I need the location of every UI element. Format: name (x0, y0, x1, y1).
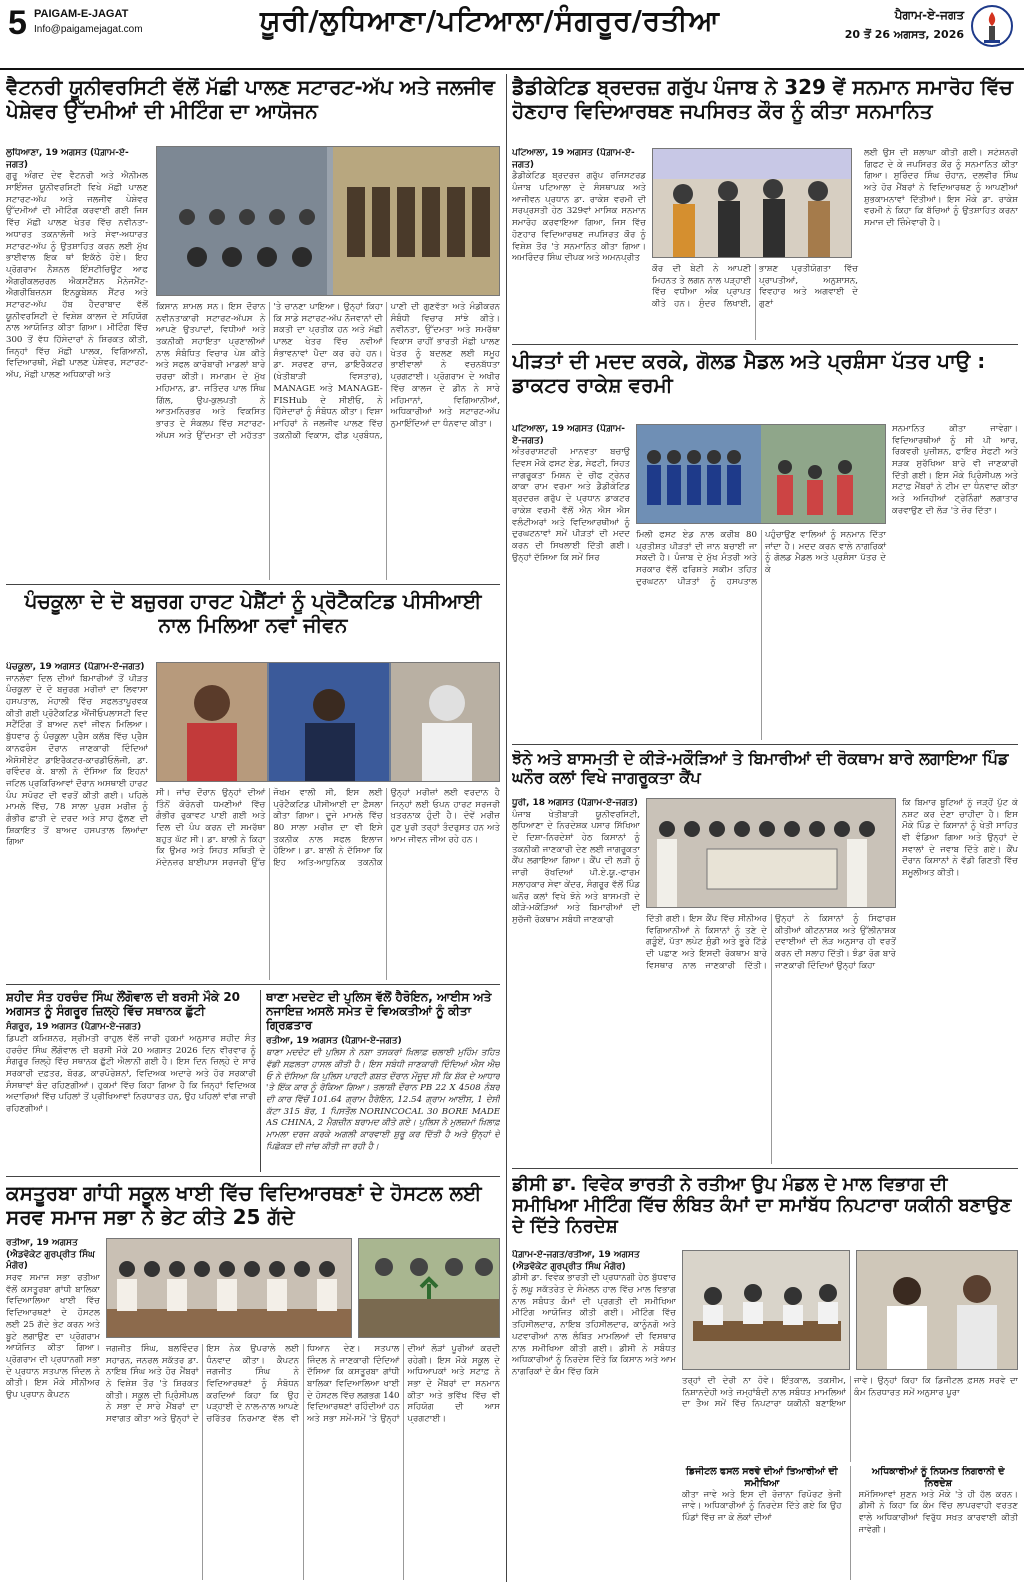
photo-seminar-audience (156, 146, 500, 296)
story-gold-medal (512, 350, 1018, 740)
story-body: ਥਾਣਾ ਮਦਦੇਟ ਦੀ ਪੁਲਿਸ ਨੇ ਨਸ਼ਾ ਤਸਕਰਾਂ ਖ਼ਿਲਾਫ਼ ਚਲਾਈ ਮੁਹਿੰਮ ਤਹਿਤ ਵੱਡੀ ਸਫ਼ਲਤਾ ਹਾਸਲ ਕੀਤੀ ਹੈ। ਇਸ ਸਬੰਧੀ ਜਾਣਕਾਰੀ ਦਿੰਦਿਆਂ ਐਸ ਐਚ ਓ ਨੇ ਦੱਸਿਆ ਕਿ ਪੁਲਿਸ ਪਾਰਟੀ ਗਸ਼ਤ ਦੌਰਾਨ ਮੌਜੂਦ ਸੀ ਕਿ ਸ਼ੱਕ ਦੇ ਆਧਾਰ 'ਤੇ ਇੱਕ ਕਾਰ ਨੂੰ ਰੋਕਿਆ ਗਿਆ। ਤਲਾਸ਼ੀ ਦੌਰਾਨ PB 22 X 4508 ਨੰਬਰ ਦੀ ਕਾਰ ਵਿੱਚੋਂ 101.64 ਗ੍ਰਾਮ ਹੈਰੋਇਨ, 12.54 ਗ੍ਰਾਮ ਆਈਸ, 1 ਦੇਸੀ ਕੱਟਾ 315 ਬੋਰ, 1 ਪਿਸਤੌਲ NORINCOCAL 30 BORE MADE AS CHINA, 2 ਮੈਗਜ਼ੀਨ ਬਰਾਮਦ ਕੀਤੇ ਗਏ। ਪੁਲਿਸ ਨੇ ਮੁਲਜ਼ਮਾਂ ਖ਼ਿਲਾਫ਼ ਮਾਮਲਾ ਦਰਜ ਕਰਕੇ ਅਗਲੀ ਕਾਰਵਾਈ ਸ਼ੁਰੂ ਕਰ ਦਿੱਤੀ ਹੈ ਅਤੇ ਉਨ੍ਹਾਂ ਦੇ ਪਿਛੋਕੜ ਦੀ ਜਾਂਚ ਕੀਤੀ ਜਾ ਰਹੀ ਹੈ। (266, 1048, 500, 1152)
story-body-part-2: ਮਿਲੀ ਫਸਟ ਏਡ ਨਾਲ ਕਰੀਬ 80 ਪ੍ਰਤੀਸ਼ਤ ਪੀੜਤਾਂ ਦੀ ਜਾਨ ਬਚਾਈ ਜਾ ਸਕਦੀ ਹੈ। ਪੰਜਾਬ ਦੇ ਮੁੱਖ ਮੰਤਰੀ ਅਤੇ ਸਰਕਾਰ ਵੱਲੋਂ ਫਰਿਸ਼ਤੇ ਸਕੀਮ ਤਹਿਤ ਦੁਰਘਟਨਾ ਪੀੜਤਾਂ ਨੂੰ ਹਸਪਤਾਲ ਪਹੁੰਚਾਉਣ ਵਾਲਿਆਂ ਨੂੰ ਸਨਮਾਨ ਦਿੱਤਾ ਜਾਂਦਾ ਹੈ। ਮਦਦ ਕਰਨ ਵਾਲੇ ਨਾਗਰਿਕਾਂ ਨੂੰ ਗੋਲਡ ਮੈਡਲ ਅਤੇ ਪ੍ਰਸ਼ੰਸਾ ਪੱਤਰ ਦੇ ਕੇ (636, 530, 886, 587)
story-kasturba-mattresses (6, 1182, 500, 1580)
meeting-photo-icon (683, 1251, 850, 1370)
edition-date: 20 ਤੋਂ 26 ਅਗਸਤ, 2026 (844, 28, 964, 41)
photo-press-conference (156, 662, 500, 782)
column-divider (506, 74, 507, 1582)
section-rule (512, 1168, 1018, 1169)
headline: ਸ਼ਹੀਦ ਸੰਤ ਹਰਚੰਦ ਸਿੰਘ ਲੌਂਗੋਵਾਲ ਦੀ ਬਰਸੀ ਮੌਕੇ 20 ਅਗਸਤ ਨੂੰ ਸੰਗਰੂਰ ਜ਼ਿਲ੍ਹੇ ਵਿੱਚ ਸਥਾਨਕ ਛੁੱਟੀ (6, 990, 241, 1019)
story-jaspreet-honour (512, 76, 1018, 340)
headline: ਡੀਸੀ ਡਾ. ਵਿਵੇਕ ਭਾਰਤੀ ਨੇ ਰਤੀਆ ਉਪ ਮੰਡਲ ਦੇ ਮਾਲ ਵਿਭਾਗ ਦੀ ਸਮੀਖਿਆ ਮੀਟਿੰਗ ਵਿੱਚ ਲੰਬਿਤ ਕੰਮਾਂ ਦਾ ਸਮਾਂਬੱਧ ਨਿਪਟਾਰਾ ਯਕੀਨੀ ਬਣਾਉਣ ਦੇ ਦਿੱਤੇ ਨਿਰਦੇਸ਼ (512, 1174, 1012, 1238)
group-photo-icon (107, 1239, 352, 1338)
story-body-part-2: ਸੀ। ਜਾਂਚ ਦੌਰਾਨ ਉਨ੍ਹਾਂ ਦੀਆਂ ਤਿੰਨੋਂ ਕੋਰੋਨਰੀ ਧਮਣੀਆਂ ਵਿੱਚ ਗੰਭੀਰ ਰੁਕਾਵਟ ਪਾਈ ਗਈ ਅਤੇ ਦਿਲ ਦੀ ਪੰਪ ਕਰਨ ਦੀ ਸਮਰੱਥਾ ਬਹੁਤ ਘੱਟ ਸੀ। ਡਾ. ਬਾਲੀ ਨੇ ਕਿਹਾ ਕਿ ਉਮਰ ਅਤੇ ਸਿਹਤ ਸਥਿਤੀ ਦੇ ਮੱਦੇਨਜ਼ਰ ਬਾਈਪਾਸ ਸਰਜਰੀ ਉੱਚ ਜੋਖਮ ਵਾਲੀ ਸੀ, ਇਸ ਲਈ ਪ੍ਰੋਟੈਕਟਿਡ ਪੀਸੀਆਈ ਦਾ ਫ਼ੈਸਲਾ ਕੀਤਾ ਗਿਆ। ਦੂਜੇ ਮਾਮਲੇ ਵਿੱਚ 80 ਸਾਲਾ ਮਰੀਜ਼ ਦਾ ਵੀ ਇਸੇ ਤਕਨੀਕ ਨਾਲ ਸਫਲ ਇਲਾਜ ਹੋਇਆ। ਡਾ. ਬਾਲੀ ਨੇ ਦੱਸਿਆ ਕਿ ਇਹ ਅਤਿ-ਆਧੁਨਿਕ ਤਕਨੀਕ ਉਨ੍ਹਾਂ ਮਰੀਜ਼ਾਂ ਲਈ ਵਰਦਾਨ ਹੈ ਜਿਨ੍ਹਾਂ ਲਈ ਓਪਨ ਹਾਰਟ ਸਰਜਰੀ ਖ਼ਤਰਨਾਕ ਹੁੰਦੀ ਹੈ। ਦੋਵੇਂ ਮਰੀਜ਼ ਹੁਣ ਪੂਰੀ ਤਰ੍ਹਾਂ ਤੰਦਰੁਸਤ ਹਨ ਅਤੇ ਆਮ ਜੀਵਨ ਜੀਅ ਰਹੇ ਹਨ। (156, 788, 500, 869)
story-body-part-1: ਪੰਜਾਬ ਖੇਤੀਬਾੜੀ ਯੂਨੀਵਰਸਿਟੀ, ਲੁਧਿਆਣਾ ਦੇ ਨਿਰਦੇਸ਼ਕ ਪਸਾਰ ਸਿੱਖਿਆ ਦੇ ਦਿਸ਼ਾ-ਨਿਰਦੇਸ਼ਾਂ ਹੇਠ ਕਿਸਾਨਾਂ ਨੂੰ ਤਕਨੀਕੀ ਜਾਣਕਾਰੀ ਦੇਣ ਲਈ ਜਾਗਰੂਕਤਾ ਕੈਂਪ ਲਗਾਇਆ ਗਿਆ। ਕੈਂਪ ਦੀ ਲੜੀ ਨੂੰ ਜਾਰੀ ਰੱਖਦਿਆਂ ਪੀ.ਏ.ਯੂ.-ਫਾਰਮ ਸਲਾਹਕਾਰ ਸੇਵਾ ਕੇਂਦਰ, ਸੰਗਰੂਰ ਵੱਲੋਂ ਪਿੰਡ ਘਨੌਰ ਕਲਾਂ ਵਿਖੇ ਝੋਨੇ ਅਤੇ ਬਾਸਮਤੀ ਦੇ ਕੀੜੇ-ਮਕੌੜਿਆਂ ਅਤੇ ਬਿਮਾਰੀਆਂ ਦੀ ਸੁਚੱਜੀ ਰੋਕਥਾਮ ਸਬੰਧੀ ਜਾਣਕਾਰੀ (512, 809, 640, 925)
column-divider (260, 990, 261, 1172)
headline: ਥਾਣਾ ਮਦਦੇਟ ਦੀ ਪੁਲਿਸ ਵੱਲੋਂ ਹੈਰੋਇਨ, ਆਈਸ ਅਤੇ ਨਜਾਇਜ਼ ਅਸਲੇ ਸਮੇਤ ਦੋ ਵਿਅਕਤੀਆਂ ਨੂੰ ਕੀਤਾ ਗ੍ਰਿਫ਼ਤਾਰ (266, 990, 492, 1033)
story-body-part-1: ਡੈਡੀਕੇਟਿਡ ਬ੍ਰਦਰਜ਼ ਗਰੁੱਪ ਰਜਿਸਟਰਡ ਪੰਜਾਬ ਪਟਿਆਲਾ ਦੇ ਸੰਸਥਾਪਕ ਅਤੇ ਆਜੀਵਨ ਪ੍ਰਧਾਨ ਡਾ. ਰਾਕੇਸ਼ ਵਰਮੀ ਦੀ ਸਰਪ੍ਰਸਤੀ ਹੇਠ 329ਵਾਂ ਮਾਸਿਕ ਸਨਮਾਨ ਸਮਾਰੋਹ ਕਰਵਾਇਆ ਗਿਆ, ਜਿਸ ਵਿੱਚ ਹੋਣਹਾਰ ਵਿਦਿਆਰਥਣ ਜਪਸਿਰਤ ਕੌਰ ਨੂੰ ਵਿਸ਼ੇਸ਼ ਤੌਰ 'ਤੇ ਸਨਮਾਨਿਤ ਕੀਤਾ ਗਿਆ। ਅਮਰਿੰਦਰ ਸਿੰਘ ਦੀਪਕ ਅਤੇ ਅਮਨਪ੍ਰੀਤ (512, 171, 646, 264)
photo-dc-meeting (682, 1250, 850, 1370)
story-subsections (682, 1466, 1018, 1580)
contact-email: Info@paigamejagat.com (34, 24, 143, 35)
tree-planting-photo-icon (359, 1239, 500, 1338)
headline: ਪੀੜਤਾਂ ਦੀ ਮਦਦ ਕਰਕੇ, ਗੋਲਡ ਮੈਡਲ ਅਤੇ ਪ੍ਰਸ਼ੰਸਾ ਪੱਤਰ ਪਾਉ : ਡਾਕਟਰ ਰਾਕੇਸ਼ ਵਰਮੀ (512, 350, 986, 397)
headline: ਡੈਡੀਕੇਟਿਡ ਬ੍ਰਦਰਜ਼ ਗਰੁੱਪ ਪੰਜਾਬ ਨੇ 329 ਵੇਂ ਸਨਮਾਨ ਸਮਾਰੋਹ ਵਿੱਚ ਹੋਣਹਾਰ ਵਿਦਿਆਰਥਣ ਜਪਸਿਰਤ ਕੌਰ ਨੂੰ ਕੀਤਾ ਸਨਮਾਨਿਤ (512, 76, 1013, 123)
story-dc-review (512, 1174, 1018, 1580)
story-panchkula-heart (6, 590, 500, 980)
story-sangrur-holiday (6, 990, 256, 1172)
story-body-part-1: ਡੀਸੀ ਡਾ. ਵਿਵੇਕ ਭਾਰਤੀ ਦੀ ਪ੍ਰਧਾਨਗੀ ਹੇਠ ਬੁੱਧਵਾਰ ਨੂੰ ਲਘੂ ਸਕੱਤਰੇਤ ਦੇ ਸੰਮੇਲਨ ਹਾਲ ਵਿੱਚ ਮਾਲ ਵਿਭਾਗ ਨਾਲ ਸਬੰਧਤ ਕੰਮਾਂ ਦੀ ਪ੍ਰਗਤੀ ਦੀ ਸਮੀਖਿਆ ਮੀਟਿੰਗ ਆਯੋਜਿਤ ਕੀਤੀ ਗਈ। ਮੀਟਿੰਗ ਵਿੱਚ ਤਹਿਸੀਲਦਾਰ, ਨਾਇਬ ਤਹਿਸੀਲਦਾਰ, ਕਾਨੂੰਨਗੋ ਅਤੇ ਪਟਵਾਰੀਆਂ ਨਾਲ ਲੰਬਿਤ ਮਾਮਲਿਆਂ ਦੀ ਵਿਸਥਾਰ ਨਾਲ ਸਮੀਖਿਆ ਕੀਤੀ ਗਈ। ਡੀਸੀ ਨੇ ਸਬੰਧਤ ਅਧਿਕਾਰੀਆਂ ਨੂੰ ਨਿਰਦੇਸ਼ ਦਿੱਤੇ ਕਿ ਕਿਸਾਨ ਅਤੇ ਆਮ ਨਾਗਰਿਕਾਂ ਦੇ ਕੰਮ ਵਿੱਚ ਕਿਸੇ (512, 1273, 676, 1377)
brand-name-small: PAIGAM-E-JAGAT (34, 8, 129, 20)
story-body-part-2: ਕੌਰ ਦੀ ਬੇਟੀ ਨੇ ਆਪਣੀ ਮਿਹਨਤ ਤੇ ਲਗਨ ਨਾਲ ਪੜ੍ਹਾਈ ਵਿੱਚ ਵਧੀਆ ਅੰਕ ਪ੍ਰਾਪਤ ਕੀਤੇ ਹਨ। ਸੁੰਦਰ ਲਿਖਾਈ, ਭਾਸ਼ਣ ਪ੍ਰਤੀਯੋਗਤਾ ਵਿੱਚ ਪ੍ਰਾਪਤੀਆਂ, ਅਨੁਸ਼ਾਸਨ, ਵਿਵਹਾਰ ਅਤੇ ਅਗਵਾਈ ਦੇ ਗੁਣਾਂ (652, 264, 858, 310)
press-conference-photo-icon (157, 663, 500, 782)
story-body-part-3: ਸਨਮਾਨਿਤ ਕੀਤਾ ਜਾਵੇਗਾ। ਵਿਦਿਆਰਥੀਆਂ ਨੂੰ ਸੀ ਪੀ ਆਰ, ਰਿਕਵਰੀ ਪੁਜ਼ੀਸ਼ਨ, ਫਾਇਰ ਸੇਫਟੀ ਅਤੇ ਸੜਕ ਸੁਰੱਖਿਆ ਬਾਰੇ ਵੀ ਜਾਣਕਾਰੀ ਦਿੱਤੀ ਗਈ। ਇਸ ਮੌਕੇ ਪ੍ਰਿੰਸੀਪਲ ਅਤੇ ਸਟਾਫ਼ ਮੈਂਬਰਾਂ ਨੇ ਟੀਮ ਦਾ ਧੰਨਵਾਦ ਕੀਤਾ ਅਤੇ ਅਜਿਹੀਆਂ ਟ੍ਰੇਨਿੰਗਾਂ ਲਗਾਤਾਰ ਕਰਵਾਉਣ ਦੀ ਲੋੜ 'ਤੇ ਜ਼ੋਰ ਦਿੱਤਾ। (892, 424, 1018, 516)
story-column (6, 1238, 100, 1580)
first-aid-photo-icon (637, 425, 886, 524)
section-rule (512, 344, 1018, 345)
officials-photo-icon (857, 1251, 1018, 1370)
dateline: ਸੰਗਰੂਰ, 19 ਅਗਸਤ (ਪੈਗ਼ਾਮ-ਏ-ਜਗਤ) (6, 1022, 142, 1033)
dateline: ਪਟਿਆਲਾ, 19 ਅਗਸਤ (ਪੈਗ਼ਾਮ-ਏ-ਜਗਤ) (512, 424, 626, 446)
story-column (512, 1250, 676, 1580)
subsection-body: ਸਮੱਸਿਆਵਾਂ ਸੁਣਨ ਅਤੇ ਮੌਕੇ 'ਤੇ ਹੀ ਹੱਲ ਕਰਨ। ਡੀਸੀ ਨੇ ਕਿਹਾ ਕਿ ਕੰਮ ਵਿੱਚ ਲਾਪਰਵਾਹੀ ਵਰਤਣ ਵਾਲੇ ਅਧਿਕਾਰੀਆਂ ਵਿਰੁੱਧ ਸਖ਼ਤ ਕਾਰਵਾਈ ਕੀਤੀ ਜਾਵੇਗੀ। (858, 1489, 1018, 1535)
story-body-part-3: ਲਈ ਉਸ ਦੀ ਸ਼ਲਾਘਾ ਕੀਤੀ ਗਈ। ਸਟੇਸ਼ਨਰੀ ਗਿਫਟ ਦੇ ਕੇ ਜਪਸਿਰਤ ਕੌਰ ਨੂੰ ਸਨਮਾਨਿਤ ਕੀਤਾ ਗਿਆ। ਸੁਰਿੰਦਰ ਸਿੰਘ ਚੌਹਾਨ, ਦਲਵੀਰ ਸਿੰਘ ਅਤੇ ਹੋਰ ਮੈਂਬਰਾਂ ਨੇ ਵਿਦਿਆਰਥਣ ਨੂੰ ਆਪਣੀਆਂ ਸ਼ੁਭਕਾਮਨਾਵਾਂ ਦਿੱਤੀਆਂ। ਇਸ ਮੌਕੇ ਡਾ. ਰਾਕੇਸ਼ ਵਰਮੀ ਨੇ ਕਿਹਾ ਕਿ ਬੱਚਿਆਂ ਨੂੰ ਉਤਸ਼ਾਹਿਤ ਕਰਨਾ ਸਮਾਜ ਦੀ ਜ਼ਿੰਮੇਵਾਰੀ ਹੈ। (864, 148, 1018, 229)
dateline: ਲੁਧਿਆਣਾ, 19 ਅਗਸਤ (ਪੈਗ਼ਾਮ-ਏ-ਜਗਤ) (6, 148, 129, 170)
subsection-body: ਕੀਤਾ ਜਾਵੇ ਅਤੇ ਇਸ ਦੀ ਰੋਜ਼ਾਨਾ ਰਿਪੋਰਟ ਭੇਜੀ ਜਾਵੇ। ਅਧਿਕਾਰੀਆਂ ਨੂੰ ਨਿਰਦੇਸ਼ ਦਿੱਤੇ ਗਏ ਕਿ ਉਹ ਪਿੰਡਾਂ ਵਿੱਚ ਜਾ ਕੇ ਲੋਕਾਂ ਦੀਆਂ (682, 1489, 842, 1524)
story-body-part-3: ਕਿ ਬਿਮਾਰ ਬੂਟਿਆਂ ਨੂੰ ਜੜ੍ਹੋਂ ਪੁੱਟ ਕੇ ਨਸ਼ਟ ਕਰ ਦੇਣਾ ਚਾਹੀਦਾ ਹੈ। ਇਸ ਮੌਕੇ ਪਿੰਡ ਦੇ ਕਿਸਾਨਾਂ ਨੂੰ ਖੇਤੀ ਸਾਹਿਤ ਵੀ ਵੰਡਿਆ ਗਿਆ ਅਤੇ ਉਨ੍ਹਾਂ ਦੇ ਸਵਾਲਾਂ ਦੇ ਜਵਾਬ ਦਿੱਤੇ ਗਏ। ਕੈਂਪ ਦੌਰਾਨ ਕਿਸਾਨਾਂ ਨੇ ਵੱਡੀ ਗਿਣਤੀ ਵਿੱਚ ਸ਼ਮੂਲੀਅਤ ਕੀਤੀ। (902, 798, 1018, 879)
story-column (512, 148, 646, 340)
story-body-part-2: ਦਿੱਤੀ ਗਈ। ਇਸ ਕੈਂਪ ਵਿੱਚ ਸੀਨੀਅਰ ਵਿਗਿਆਨੀਆਂ ਨੇ ਕਿਸਾਨਾਂ ਨੂੰ ਤਣੇ ਦੇ ਗੜੂੰਏਂ, ਪੱਤਾ ਲਪੇਟ ਸੁੰਡੀ ਅਤੇ ਭੂਰੇ ਟਿੱਡੇ ਦੀ ਪਛਾਣ ਅਤੇ ਇਸਦੀ ਰੋਕਥਾਮ ਬਾਰੇ ਵਿਸਥਾਰ ਨਾਲ ਜਾਣਕਾਰੀ ਦਿੱਤੀ। ਉਨ੍ਹਾਂ ਨੇ ਕਿਸਾਨਾਂ ਨੂੰ ਸਿਫਾਰਸ਼ ਕੀਤੀਆਂ ਕੀਟਨਾਸ਼ਕ ਅਤੇ ਉੱਲੀਨਾਸ਼ਕ ਦਵਾਈਆਂ ਦੀ ਲੋੜ ਅਨੁਸਾਰ ਹੀ ਵਰਤੋਂ ਕਰਨ ਦੀ ਸਲਾਹ ਦਿੱਤੀ। ਝੰਡਾ ਰੋਗ ਬਾਰੇ ਜਾਣਕਾਰੀ ਦਿੰਦਿਆਂ ਉਨ੍ਹਾਂ ਕਿਹਾ (646, 914, 896, 971)
subsection-crop-survey (682, 1466, 842, 1580)
story-column (512, 424, 630, 740)
headline: ਵੈਟਨਰੀ ਯੂਨੀਵਰਸਿਟੀ ਵੱਲੋਂ ਮੱਛੀ ਪਾਲਣ ਸਟਾਰਟ-ਅੱਪ ਅਤੇ ਜਲਜੀਵ ਪੇਸ਼ੇਵਰ ਉੱਦਮੀਆਂ ਦੀ ਮੀਟਿੰਗ ਦਾ ਆਯੋਜਨ (6, 76, 495, 123)
section-rule (6, 1176, 500, 1177)
story-basmati-camp (512, 750, 1018, 1164)
story-vet-university (6, 76, 500, 580)
photo-officials (856, 1250, 1018, 1370)
subheading: ਅਧਿਕਾਰੀਆਂ ਨੂੰ ਨਿਯਮਤ ਨਿਗਰਾਨੀ ਦੇ ਨਿਰਦੇਸ਼ (871, 1466, 1005, 1489)
story-body-part-1: ਅੰਤਰਰਾਸ਼ਟਰੀ ਮਾਨਵਤਾ ਬਚਾਉ ਦਿਵਸ ਮੌਕੇ ਫਸਟ ਏਡ, ਸੇਫਟੀ, ਸਿਹਤ ਜਾਗਰੂਕਤਾ ਮਿਸ਼ਨ ਦੇ ਚੀਫ ਟ੍ਰੇਨਰ ਕਾਕਾ ਰਾਮ ਵਰਮਾ ਅਤੇ ਡੈਡੀਕੇਟਿਡ ਬ੍ਰਦਰਜ਼ ਗਰੁੱਪ ਦੇ ਪ੍ਰਧਾਨ ਡਾਕਟਰ ਰਾਕੇਸ਼ ਵਰਮੀ ਵੱਲੋਂ ਐਨ ਐਸ ਐਸ ਵਲੰਟੀਅਰਾਂ ਅਤੇ ਵਿਦਿਆਰਥੀਆਂ ਨੂੰ ਦੁਰਘਟਨਾਵਾਂ ਸਮੇਂ ਪੀੜਤਾਂ ਦੀ ਮਦਦ ਕਰਨ ਦੀ ਸਿਖਲਾਈ ਦਿੱਤੀ ਗਈ। ਉਨ੍ਹਾਂ ਦੱਸਿਆ ਕਿ ਸਮੇਂ ਸਿਰ (512, 447, 630, 563)
story-column (512, 798, 640, 1164)
dateline: ਪੰਚਕੂਲਾ, 19 ਅਗਸਤ (ਪੈਗ਼ਾਮ-ਏ-ਜਗਤ) (6, 662, 145, 672)
headline: ਝੋਨੇ ਅਤੇ ਬਾਸਮਤੀ ਦੇ ਕੀੜੇ-ਮਕੌੜਿਆਂ ਤੇ ਬਿਮਾਰੀਆਂ ਦੀ ਰੋਕਥਾਮ ਬਾਰੇ ਲਗਾਇਆ ਪਿੰਡ ਘਨੌਰ ਕਲਾਂ ਵਿਖੇ ਜਾਗਰੂਕਤਾ ਕੈਂਪ (512, 750, 1009, 787)
masthead (0, 0, 1024, 70)
story-body-part-2: ਕਿਸਾਨ ਸ਼ਾਮਲ ਸਨ। ਇਸ ਦੌਰਾਨ ਨਵੀਨਤਾਕਾਰੀ ਸਟਾਰਟ-ਅੱਪਸ ਨੇ ਆਪਣੇ ਉਤਪਾਦਾਂ, ਵਿਧੀਆਂ ਅਤੇ ਤਕਨੀਕੀ ਸਹਾਇਤਾ ਪ੍ਰਣਾਲੀਆਂ ਨਾਲ ਸੰਬੰਧਿਤ ਵਿਚਾਰ ਪੇਸ਼ ਕੀਤੇ ਅਤੇ ਸਫਲ ਕਾਰੋਬਾਰੀ ਮਾਡਲਾਂ ਬਾਰੇ ਚਰਚਾ ਕੀਤੀ। ਸਮਾਗਮ ਦੇ ਮੁੱਖ ਮਹਿਮਾਨ, ਡਾ. ਜਤਿੰਦਰ ਪਾਲ ਸਿੰਘ ਗਿੱਲ, ਉਪ-ਕੁਲਪਤੀ ਨੇ ਆਤਮਨਿਰਭਰ ਅਤੇ ਵਿਕਸਿਤ ਭਾਰਤ ਦੇ ਸੰਕਲਪ ਵਿੱਚ ਸਟਾਰਟ-ਅੱਪਸ ਅਤੇ ਉੱਦਮਤਾ ਦੀ ਮਹੱਤਤਾ 'ਤੇ ਚਾਨਣਾ ਪਾਇਆ। ਉਨ੍ਹਾਂ ਕਿਹਾ ਕਿ ਸਾਡੇ ਸਟਾਰਟ-ਅੱਪ ਨੌਜਵਾਨਾਂ ਦੀ ਸ਼ਕਤੀ ਦਾ ਪ੍ਰਤੀਕ ਹਨ ਅਤੇ ਮੱਛੀ ਪਾਲਣ ਖੇਤਰ ਵਿੱਚ ਨਵੀਆਂ ਸੰਭਾਵਨਾਵਾਂ ਪੈਦਾ ਕਰ ਰਹੇ ਹਨ। ਡਾ. ਸਰਵਣ ਰਾਜ, ਡਾਇਰੈਕਟਰ (ਖੇਤੀਬਾੜੀ ਵਿਸਤਾਰ), MANAGE ਅਤੇ MANAGE-FISHub ਦੇ ਸੀਈਓ, ਨੇ ਹਿੱਸੇਦਾਰਾਂ ਨੂੰ ਸੰਬੋਧਨ ਕੀਤਾ। ਵਿਸ਼ਾ ਮਾਹਿਰਾਂ ਨੇ ਜਲਜੀਵ ਪਾਲਣ ਵਿੱਚ ਤਕਨੀਕੀ ਵਿਕਾਸ, ਫੀਡ ਪ੍ਰਬੰਧਨ, ਪਾਣੀ ਦੀ ਗੁਣਵੱਤਾ ਅਤੇ ਮੰਡੀਕਰਨ ਸੰਬੰਧੀ ਵਿਚਾਰ ਸਾਂਝੇ ਕੀਤੇ। ਨਵੀਨਤਾ, ਉੱਦਮਤਾ ਅਤੇ ਸਮਰੱਥਾ ਵਿਕਾਸ ਰਾਹੀਂ ਭਾਰਤੀ ਮੱਛੀ ਪਾਲਣ ਖੇਤਰ ਨੂੰ ਬਦਲਣ ਲਈ ਸਮੂਹ ਭਾਈਵਾਲਾਂ ਨੇ ਵਚਨਬੱਧਤਾ ਪ੍ਰਗਟਾਈ। ਪ੍ਰੋਗਰਾਮ ਦੇ ਅਖੀਰ ਵਿੱਚ ਕਾਲਜ ਦੇ ਡੀਨ ਨੇ ਸਾਰੇ ਮਹਿਮਾਨਾਂ, ਵਿਗਿਆਨੀਆਂ, ਅਧਿਕਾਰੀਆਂ ਅਤੇ ਸਟਾਰਟ-ਅੱਪ ਨੁਮਾਇੰਦਿਆਂ ਦਾ ਧੰਨਵਾਦ ਕੀਤਾ। (156, 302, 500, 441)
subsection-monitoring (859, 1466, 1019, 1580)
torch-logo-icon (970, 4, 1014, 48)
dateline: ਰਤੀਆ, 19 ਅਗਸਤ (ਐਡਵੋਕੇਟ ਗੁਰਪ੍ਰੀਤ ਸਿੰਘ ਮੰਗੋਰ) (6, 1238, 95, 1272)
dateline: ਪੈਗ਼ਾਮ-ਏ-ਜਗਤ/ਰਤੀਆ, 19 ਅਗਸਤ (ਐਡਵੋਕੇਟ ਗੁਰਪ੍ਰੀਤ ਸਿੰਘ ਮੰਗੋਰ) (512, 1250, 640, 1272)
section-rule (6, 984, 500, 985)
story-heroin-arrest (266, 990, 500, 1172)
section-rule (6, 584, 500, 585)
dateline: ਪਟਿਆਲਾ, 19 ਅਗਸਤ (ਪੈਗ਼ਾਮ-ਏ-ਜਗਤ) (512, 148, 635, 170)
photo-honour-ceremony (652, 148, 852, 258)
story-body-part-2: ਜਗਜੀਤ ਸਿੰਘ, ਬਲਵਿੰਦਰ ਸਹਾਰਨ, ਜਨਰਲ ਸਕੱਤਰ ਡਾ. ਨਾਇਬ ਸਿੰਘ ਅਤੇ ਹੋਰ ਮੈਂਬਰਾਂ ਨੇ ਵਿਸ਼ੇਸ਼ ਤੌਰ 'ਤੇ ਸ਼ਿਰਕਤ ਕੀਤੀ। ਸਕੂਲ ਦੀ ਪ੍ਰਿੰਸੀਪਲ ਨੇ ਸਭਾ ਦੇ ਸਾਰੇ ਮੈਂਬਰਾਂ ਦਾ ਸਵਾਗਤ ਕੀਤਾ ਅਤੇ ਉਨ੍ਹਾਂ ਦੇ ਇਸ ਨੇਕ ਉਪਰਾਲੇ ਲਈ ਧੰਨਵਾਦ ਕੀਤਾ। ਕੈਪਟਨ ਜਗਜੀਤ ਸਿੰਘ ਨੇ ਵਿਦਿਆਰਥਣਾਂ ਨੂੰ ਸੰਬੋਧਨ ਕਰਦਿਆਂ ਕਿਹਾ ਕਿ ਉਹ ਪੜ੍ਹਾਈ ਦੇ ਨਾਲ-ਨਾਲ ਆਪਣੇ ਚਰਿੱਤਰ ਨਿਰਮਾਣ ਵੱਲ ਵੀ ਧਿਆਨ ਦੇਣ। ਸਤਪਾਲ ਜਿੰਦਲ ਨੇ ਜਾਣਕਾਰੀ ਦਿੰਦਿਆਂ ਦੱਸਿਆ ਕਿ ਕਸਤੂਰਬਾ ਗਾਂਧੀ ਬਾਲਿਕਾ ਵਿਦਿਆਲਿਆ ਖਾਈ ਦੇ ਹੋਸਟਲ ਵਿੱਚ ਲਗਭਗ 140 ਵਿਦਿਆਰਥਣਾਂ ਰਹਿੰਦੀਆਂ ਹਨ ਅਤੇ ਸਭਾ ਸਮੇਂ-ਸਮੇਂ 'ਤੇ ਉਨ੍ਹਾਂ ਦੀਆਂ ਲੋੜਾਂ ਪੂਰੀਆਂ ਕਰਦੀ ਰਹੇਗੀ। ਇਸ ਮੌਕੇ ਸਕੂਲ ਦੇ ਅਧਿਆਪਕਾਂ ਅਤੇ ਸਟਾਫ਼ ਨੇ ਸਭਾ ਦੇ ਮੈਂਬਰਾਂ ਦਾ ਸਨਮਾਨ ਕੀਤਾ ਅਤੇ ਭਵਿੱਖ ਵਿੱਚ ਵੀ ਸਹਿਯੋਗ ਦੀ ਆਸ ਪ੍ਰਗਟਾਈ। (106, 1344, 500, 1425)
headline: ਪੰਚਕੂਲਾ ਦੇ ਦੋ ਬਜ਼ੁਰਗ ਹਾਰਟ ਪੇਸ਼ੈਂਟਾਂ ਨੂੰ ਪ੍ਰੋਟੈਕਟਿਡ ਪੀਸੀਆਈ ਨਾਲ ਮਿਲਿਆ ਨਵਾਂ ਜੀਵਨ (24, 590, 482, 637)
section-rule (512, 744, 1018, 745)
honour-photo-icon (653, 149, 852, 258)
story-body-part-2: ਤਰ੍ਹਾਂ ਦੀ ਦੇਰੀ ਨਾ ਹੋਵੇ। ਇੰਤਕਾਲ, ਤਕਸੀਮ, ਨਿਸ਼ਾਨਦੇਹੀ ਅਤੇ ਜਮ੍ਹਾਂਬੰਦੀ ਨਾਲ ਸਬੰਧਤ ਮਾਮਲਿਆਂ ਦਾ ਤੈਅ ਸਮੇਂ ਵਿੱਚ ਨਿਪਟਾਰਾ ਯਕੀਨੀ ਬਣਾਇਆ ਜਾਵੇ। ਉਨ੍ਹਾਂ ਕਿਹਾ ਕਿ ਡਿਜੀਟਲ ਫ਼ਸਲ ਸਰਵੇ ਦਾ ਕੰਮ ਨਿਰਧਾਰਤ ਸਮੇਂ ਅਨੁਸਾਰ ਪੂਰਾ (682, 1376, 1018, 1410)
brand-name-right: ਪੈਗਾਮ-ਏ-ਜਗਤ (894, 8, 964, 22)
headline: ਕਸਤੂਰਬਾ ਗਾਂਧੀ ਸਕੂਲ ਖਾਈ ਵਿੱਚ ਵਿਦਿਆਰਥਣਾਂ ਦੇ ਹੋਸਟਲ ਲਈ ਸਰਵ ਸਮਾਜ ਸਭਾ ਨੇ ਭੇਟ ਕੀਤੇ 25 ਗੱਦੇ (6, 1182, 482, 1229)
photo-farmers-camp (646, 798, 896, 908)
seminar-photo-icon (157, 147, 500, 296)
story-body: ਡਿਪਟੀ ਕਮਿਸ਼ਨਰ, ਸ਼੍ਰੀਮਤੀ ਰਾਹੁਲ ਵੱਲੋਂ ਜਾਰੀ ਹੁਕਮਾਂ ਅਨੁਸਾਰ ਸ਼ਹੀਦ ਸੰਤ ਹਰਚੰਦ ਸਿੰਘ ਲੌਂਗੋਵਾਲ ਦੀ ਬਰਸੀ ਮੌਕੇ 20 ਅਗਸਤ 2026 ਦਿਨ ਵੀਰਵਾਰ ਨੂੰ ਸੰਗਰੂਰ ਜ਼ਿਲ੍ਹੇ ਵਿੱਚ ਸਥਾਨਕ ਛੁੱਟੀ ਐਲਾਨੀ ਗਈ ਹੈ। ਇਸ ਦਿਨ ਜ਼ਿਲ੍ਹੇ ਦੇ ਸਾਰੇ ਸਰਕਾਰੀ ਦਫ਼ਤਰ, ਬੋਰਡ, ਕਾਰਪੋਰੇਸ਼ਨਾਂ, ਵਿਦਿਅਕ ਅਦਾਰੇ ਅਤੇ ਹੋਰ ਸਰਕਾਰੀ ਸੰਸਥਾਵਾਂ ਬੰਦ ਰਹਿਣਗੀਆਂ। ਹੁਕਮਾਂ ਵਿੱਚ ਕਿਹਾ ਗਿਆ ਹੈ ਕਿ ਜਿਨ੍ਹਾਂ ਵਿਦਿਅਕ ਅਦਾਰਿਆਂ ਵਿੱਚ ਪਹਿਲਾਂ ਤੋਂ ਪ੍ਰੀਖਿਆਵਾਂ ਨਿਰਧਾਰਤ ਹਨ, ਉਹ ਪਹਿਲਾਂ ਵਾਂਗ ਜਾਰੀ ਰਹਿਣਗੀਆਂ। (6, 1034, 256, 1115)
story-body-part-1: ਸਰਵ ਸਮਾਜ ਸਭਾ ਰਤੀਆ ਵੱਲੋਂ ਕਸਤੂਰਬਾ ਗਾਂਧੀ ਬਾਲਿਕਾ ਵਿਦਿਆਲਿਆ ਖਾਈ ਵਿੱਚ ਵਿਦਿਆਰਥਣਾਂ ਦੇ ਹੋਸਟਲ ਲਈ 25 ਗੱਦੇ ਭੇਟ ਕਰਨ ਅਤੇ ਬੂਟੇ ਲਗਾਉਣ ਦਾ ਪ੍ਰੋਗਰਾਮ ਆਯੋਜਿਤ ਕੀਤਾ ਗਿਆ। ਪ੍ਰੋਗਰਾਮ ਦੀ ਪ੍ਰਧਾਨਗੀ ਸਭਾ ਦੇ ਪ੍ਰਧਾਨ ਸਤਪਾਲ ਜਿੰਦਲ ਨੇ ਕੀਤੀ। ਇਸ ਮੌਕੇ ਸੀਨੀਅਰ ਉਪ ਪ੍ਰਧਾਨ ਕੈਪਟਨ (6, 1273, 100, 1400)
dateline: ਧੂਰੀ, 18 ਅਗਸਤ (ਪੈਗ਼ਾਮ-ਏ-ਜਗਤ) (512, 798, 638, 808)
story-body-part-1: ਜਾਨਲੇਵਾ ਦਿਲ ਦੀਆਂ ਬਿਮਾਰੀਆਂ ਤੋਂ ਪੀੜਤ ਪੰਚਕੂਲਾ ਦੇ ਦੋ ਬਜ਼ੁਰਗ ਮਰੀਜ਼ਾਂ ਦਾ ਲਿਵਾਸਾ ਹਸਪਤਾਲ, ਮੋਹਾਲੀ ਵਿੱਚ ਸਫਲਤਾਪੂਰਵਕ ਕੀਤੀ ਗਈ ਪ੍ਰੋਟੈਕਟਿਡ ਐਂਜੀਓਪਲਾਸਟੀ ਵਿਦ ਸਟੈਂਟਿੰਗ ਤੋਂ ਬਾਅਦ ਨਵਾਂ ਜੀਵਨ ਮਿਲਿਆ। ਬੁੱਧਵਾਰ ਨੂੰ ਪੰਚਕੂਲਾ ਪ੍ਰੈਸ ਕਲੱਬ ਵਿੱਚ ਪ੍ਰੈਸ ਕਾਨਫਰੰਸ ਦੌਰਾਨ ਜਾਣਕਾਰੀ ਦਿੰਦਿਆਂ ਐਸੋਸੀਏਟ ਡਾਇਰੈਕਟਰ-ਕਾਰਡੀਓਲੋਜੀ, ਡਾ. ਰਵਿੰਦਰ ਕੇ. ਬਾਲੀ ਨੇ ਦੱਸਿਆ ਕਿ ਇਹਨਾਂ ਜਟਿਲ ਪ੍ਰਕਿਰਿਆਵਾਂ ਦੌਰਾਨ ਅਸਥਾਈ ਹਾਰਟ ਪੰਪ ਸਪੋਰਟ ਦੀ ਵਰਤੋਂ ਕੀਤੀ ਗਈ। ਪਹਿਲੇ ਮਾਮਲੇ ਵਿੱਚ, 78 ਸਾਲਾ ਪੁਰਸ਼ ਮਰੀਜ਼ ਨੂੰ ਗੰਭੀਰ ਛਾਤੀ ਦੇ ਦਰਦ ਅਤੇ ਸਾਹ ਫੁੱਲਣ ਦੀ ਸ਼ਿਕਾਇਤ ਤੋਂ ਬਾਅਦ ਹਸਪਤਾਲ ਲਿਆਂਦਾ ਗਿਆ (6, 673, 148, 848)
dateline: ਰਤੀਆ, 19 ਅਗਸਤ (ਪੈਗ਼ਾਮ-ਏ-ਜਗਤ) (266, 1036, 402, 1047)
photo-tree-planting (358, 1238, 500, 1338)
section-cities: ਯੂਰੀ/ਲੁਧਿਆਣਾ/ਪਟਿਆਲਾ/ਸੰਗਰੂਰ/ਰਤੀਆ (260, 4, 720, 37)
photo-first-aid-training (636, 424, 886, 524)
page-number: 5 (8, 4, 27, 42)
photo-group-mattresses (106, 1238, 352, 1338)
story-column (6, 662, 148, 980)
subheading: ਡਿਜੀਟਲ ਫਸਲ ਸਰਵੇ ਦੀਆਂ ਤਿਆਰੀਆਂ ਦੀ ਸਮੀਖਿਆ (685, 1466, 838, 1489)
column-divider (850, 1466, 851, 1580)
farmers-camp-photo-icon (647, 799, 896, 908)
story-column (6, 148, 148, 580)
story-body-part-1: ਗੁਰੂ ਅੰਗਦ ਦੇਵ ਵੈਟਨਰੀ ਅਤੇ ਐਨੀਮਲ ਸਾਇੰਸਜ਼ ਯੂਨੀਵਰਸਿਟੀ ਵਿਖੇ ਮੱਛੀ ਪਾਲਣ ਸਟਾਰਟ-ਅੱਪ ਅਤੇ ਜਲਜੀਵ ਪੇਸ਼ੇਵਰ ਉੱਦਮੀਆਂ ਦੀ ਮੀਟਿੰਗ ਕਰਵਾਈ ਗਈ ਜਿਸ ਵਿੱਚ ਮੱਛੀ ਪਾਲਣ ਖੇਤਰ ਵਿੱਚ ਨਵੀਨਤਾ-ਅਧਾਰਤ ਤਕਨਾਲੋਜੀ ਅਤੇ ਸੇਵਾ-ਅਧਾਰਤ ਸਟਾਰਟ-ਅੱਪ ਨੂੰ ਉਤਸ਼ਾਹਿਤ ਕਰਨ ਲਈ ਮੁੱਖ ਭਾਈਵਾਲ ਇਕ ਥਾਂ ਇਕੱਠੇ ਹੋਏ। ਇਹ ਪ੍ਰੋਗਰਾਮ ਨੈਸ਼ਨਲ ਇੰਸਟੀਚਿਊਟ ਆਫ ਐਗਰੀਕਲਚਰਲ ਐਕਸਟੈਂਸ਼ਨ ਮੈਨੇਜਮੈਂਟ-ਐਗਰੀਬਿਜ਼ਨਸ ਇਨਕੂਬੇਸ਼ਨ ਸੈਂਟਰ ਅਤੇ ਸਟਾਰਟ-ਅੱਪ ਹੱਬ ਹੈਦਰਾਬਾਦ ਵੱਲੋਂ ਯੂਨੀਵਰਸਿਟੀ ਦੇ ਵਿਸ਼ੇਸ਼ ਕਾਲਜ ਦੇ ਸਹਿਯੋਗ ਨਾਲ ਆਯੋਜਿਤ ਕੀਤਾ ਗਿਆ। ਮੀਟਿੰਗ ਵਿੱਚ 300 ਤੋਂ ਵੱਧ ਹਿੱਸੇਦਾਰਾਂ ਨੇ ਸ਼ਿਰਕਤ ਕੀਤੀ, ਜਿਨ੍ਹਾਂ ਵਿੱਚ ਮੱਛੀ ਪਾਲਕ, ਵਿਗਿਆਨੀ, ਵਿਦਿਆਰਥੀ, ਮੱਛੀ ਪਾਲਣ ਪੇਸ਼ੇਵਰ, ਸਟਾਰਟ-ਅੱਪ, ਮੱਛੀ ਪਾਲਣ ਅਧਿਕਾਰੀ ਅਤੇ (6, 171, 148, 381)
